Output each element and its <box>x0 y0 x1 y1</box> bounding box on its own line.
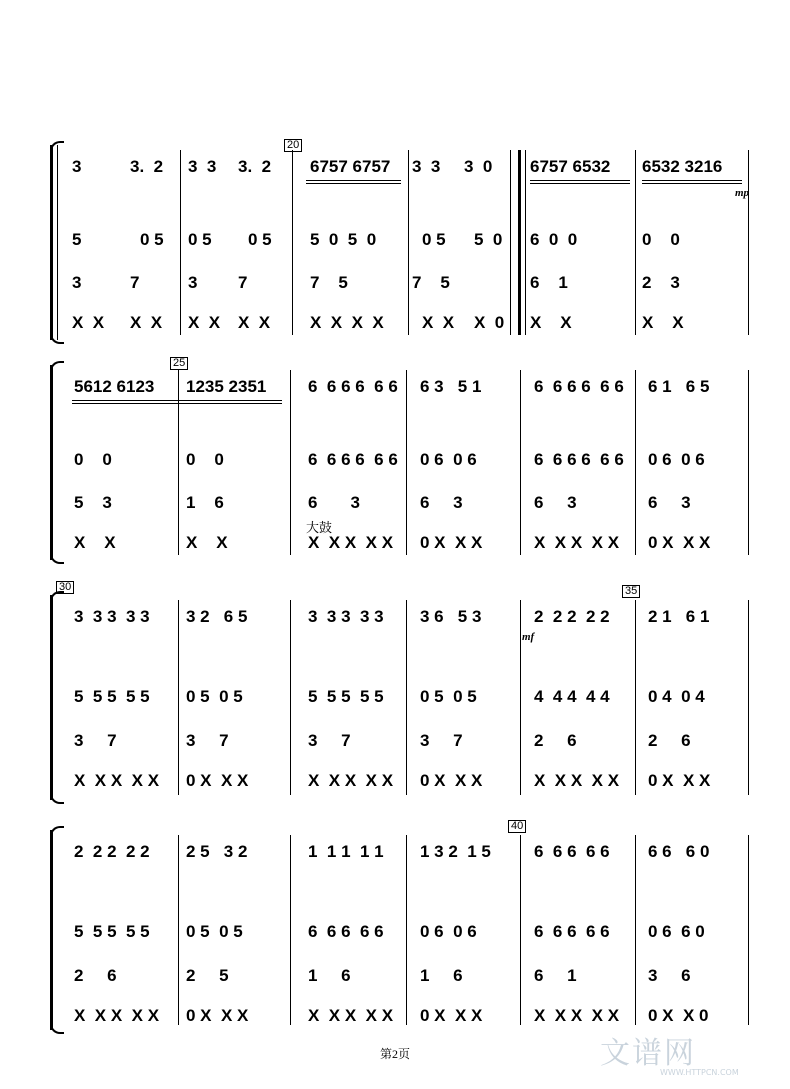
score-system-3 <box>50 581 750 800</box>
note-group: 2 1 6 1 <box>648 607 710 626</box>
note-group: 4 4 4 4 4 <box>534 687 610 706</box>
note-group: 6 6 6 6 6 6 <box>534 450 624 469</box>
bracket-top <box>50 141 64 151</box>
bracket-bottom <box>50 1024 64 1034</box>
note-group: 0 5 0 5 <box>420 687 477 706</box>
system-brace <box>50 145 53 340</box>
staff-harmony <box>64 922 750 946</box>
note-group: 5 5 5 5 5 <box>74 687 150 706</box>
note-group: X X X X X <box>534 771 620 790</box>
note-group: 0 5 <box>248 230 272 249</box>
staff-percussion <box>64 533 750 557</box>
note-group: 2 6 <box>74 966 117 985</box>
bracket-bottom <box>50 794 64 804</box>
note-group: 5 0 <box>474 230 503 249</box>
note-group: 0 5 <box>422 230 446 249</box>
note-group: 3 6 <box>648 966 691 985</box>
note-group: 5 5 5 5 5 <box>74 922 150 941</box>
underline <box>306 183 401 184</box>
underline <box>72 403 282 404</box>
note-group: 3 7 <box>186 731 229 750</box>
note-group: 6 1 6 5 <box>648 377 710 396</box>
note-group: 6757 6757 <box>310 157 391 176</box>
measure-number: 20 <box>284 139 302 152</box>
note-group: 6 3 <box>420 493 463 512</box>
staff-percussion <box>64 771 750 795</box>
note-group: X X X X X <box>534 533 620 552</box>
note-group: 2 2 2 2 2 <box>534 607 610 626</box>
note-group: 3 3 <box>412 157 441 176</box>
note-group: 6 3 <box>648 493 691 512</box>
score-system-1 <box>50 139 750 340</box>
underline <box>642 180 742 181</box>
note-group: 7 5 <box>412 273 450 292</box>
measure-number: 40 <box>508 820 526 833</box>
note-group: X X <box>530 313 572 332</box>
bracket-bottom <box>50 334 64 344</box>
note-group: 6 1 <box>534 966 577 985</box>
note-group: 3. 2 <box>238 157 272 176</box>
staff-harmony <box>64 450 750 474</box>
note-group: 0 6 0 6 <box>648 450 705 469</box>
staff-percussion <box>64 313 750 337</box>
staff-melody <box>64 607 750 631</box>
note-group: 6 6 6 6 6 <box>534 842 610 861</box>
note-group: 6757 6532 <box>530 157 611 176</box>
underline <box>530 180 630 181</box>
note-group: 3 7 <box>74 731 117 750</box>
note-group: 1 6 <box>420 966 463 985</box>
dynamic-mark: mp <box>735 187 750 199</box>
note-group: 2 5 <box>186 966 229 985</box>
note-group: 6 6 6 6 6 6 <box>308 450 398 469</box>
note-group: 6 6 6 6 6 <box>308 922 384 941</box>
bracket-top <box>50 361 64 371</box>
instrument-label: 大鼓 <box>306 520 333 535</box>
note-group: X X X X X <box>308 1006 394 1025</box>
note-group: X X <box>422 313 455 332</box>
note-group: 7 <box>130 273 140 292</box>
system-brace <box>50 365 53 560</box>
note-group: 2 3 <box>642 273 680 292</box>
note-group: 0 4 0 4 <box>648 687 705 706</box>
note-group: 0 5 0 5 <box>186 687 243 706</box>
note-group: X X X X X <box>74 1006 160 1025</box>
note-group: 1235 2351 <box>186 377 267 396</box>
note-group: 0 5 0 5 <box>186 922 243 941</box>
note-group: 0 0 <box>74 450 112 469</box>
note-group: 2 2 2 2 2 <box>74 842 150 861</box>
note-group: 1 6 <box>308 966 351 985</box>
note-group: X X <box>238 313 271 332</box>
note-group: X 0 <box>474 313 505 332</box>
note-group: 0 X X X <box>186 771 249 790</box>
measure-number: 30 <box>56 581 74 594</box>
note-group: 5612 6123 <box>74 377 155 396</box>
bracket-bottom <box>50 554 64 564</box>
note-group: 0 X X X <box>420 1006 483 1025</box>
note-group: X X <box>188 313 221 332</box>
note-group: 0 X X 0 <box>648 1006 709 1025</box>
page-number: 第2页 <box>379 1047 410 1061</box>
staff-harmony <box>64 687 750 711</box>
note-group: X X X X X <box>308 771 394 790</box>
underline <box>72 400 282 401</box>
underline <box>642 183 742 184</box>
note-group: 0 5 <box>140 230 164 249</box>
note-group: 2 5 3 2 <box>186 842 248 861</box>
note-group: 3 3 <box>188 157 217 176</box>
note-group: 0 0 <box>186 450 224 469</box>
note-group: 3 <box>72 273 82 292</box>
measure-number: 35 <box>622 585 640 598</box>
note-group: 2 6 <box>534 731 577 750</box>
bracket-top <box>50 826 64 836</box>
note-group: 6 3 <box>534 493 577 512</box>
note-group: X X <box>186 533 228 552</box>
score-system-2 <box>50 357 750 560</box>
staff-harmony <box>64 230 750 254</box>
staff-percussion <box>64 1006 750 1030</box>
note-group: 0 X X X <box>420 533 483 552</box>
note-group: X X X X X <box>534 1006 620 1025</box>
note-group: 6 6 6 6 6 <box>534 922 610 941</box>
note-group: X X <box>72 313 105 332</box>
note-group: 5 0 5 0 <box>310 230 377 249</box>
note-group: 5 5 5 5 5 <box>308 687 384 706</box>
note-group: 6 0 0 <box>530 230 578 249</box>
note-group: 0 X X X <box>648 771 711 790</box>
note-group: 6 6 6 0 <box>648 842 710 861</box>
note-group: 0 X X X <box>186 1006 249 1025</box>
note-group: 1 1 1 1 1 <box>308 842 384 861</box>
staff-melody <box>64 842 750 866</box>
note-group: 6 3 <box>308 493 360 512</box>
note-group: 1 6 <box>186 493 224 512</box>
note-group: 5 <box>72 230 82 249</box>
system-brace <box>50 595 53 800</box>
note-group: 3. 2 <box>130 157 164 176</box>
note-group: 6 6 6 6 6 6 <box>534 377 624 396</box>
staff-bass <box>64 966 750 990</box>
note-group: 0 0 <box>642 230 680 249</box>
note-group: 3 2 6 5 <box>186 607 248 626</box>
note-group: X X X X <box>310 313 384 332</box>
note-group: 0 6 0 6 <box>420 922 477 941</box>
note-group: X X X X X <box>74 771 160 790</box>
staff-melody <box>64 377 750 401</box>
system-brace <box>50 830 53 1030</box>
note-group: 2 6 <box>648 731 691 750</box>
staff-melody <box>64 157 750 181</box>
note-group: 0 X X X <box>648 533 711 552</box>
dynamic-mark: mf <box>522 631 535 643</box>
note-group: 0 6 6 0 <box>648 922 705 941</box>
staff-bass <box>64 493 750 517</box>
note-group: 7 <box>238 273 248 292</box>
note-group: 3 <box>188 273 198 292</box>
note-group: 3 7 <box>420 731 463 750</box>
note-group: 5 3 <box>74 493 112 512</box>
note-group: X X <box>642 313 684 332</box>
note-group: 6 3 5 1 <box>420 377 482 396</box>
note-group: 3 <box>72 157 82 176</box>
note-group: 0 6 0 6 <box>420 450 477 469</box>
underline <box>306 180 401 181</box>
note-group: 0 5 <box>188 230 212 249</box>
note-group: X X X X X <box>308 533 394 552</box>
staff-bass <box>64 731 750 755</box>
watermark-logo: 文谱网 <box>600 1036 696 1071</box>
score-system-4 <box>50 820 750 1030</box>
note-group: 0 X X X <box>420 771 483 790</box>
system-brace-thin <box>57 145 58 340</box>
note-group: 3 7 <box>308 731 351 750</box>
note-group: 1 3 2 1 5 <box>420 842 491 861</box>
note-group: X X <box>74 533 116 552</box>
note-group: 3 3 3 3 3 <box>74 607 150 626</box>
note-group: X X <box>130 313 163 332</box>
note-group: 3 6 5 3 <box>420 607 482 626</box>
note-group: 3 0 <box>464 157 493 176</box>
note-group: 6 1 <box>530 273 568 292</box>
note-group: 6 6 6 6 6 6 <box>308 377 398 396</box>
watermark-url: WWW.HTTPCN.COM <box>660 1068 739 1077</box>
staff-bass <box>64 273 750 297</box>
note-group: 7 5 <box>310 273 348 292</box>
measure-number: 25 <box>170 357 188 370</box>
note-group: 3 3 3 3 3 <box>308 607 384 626</box>
note-group: 6532 3216 <box>642 157 723 176</box>
underline <box>530 183 630 184</box>
